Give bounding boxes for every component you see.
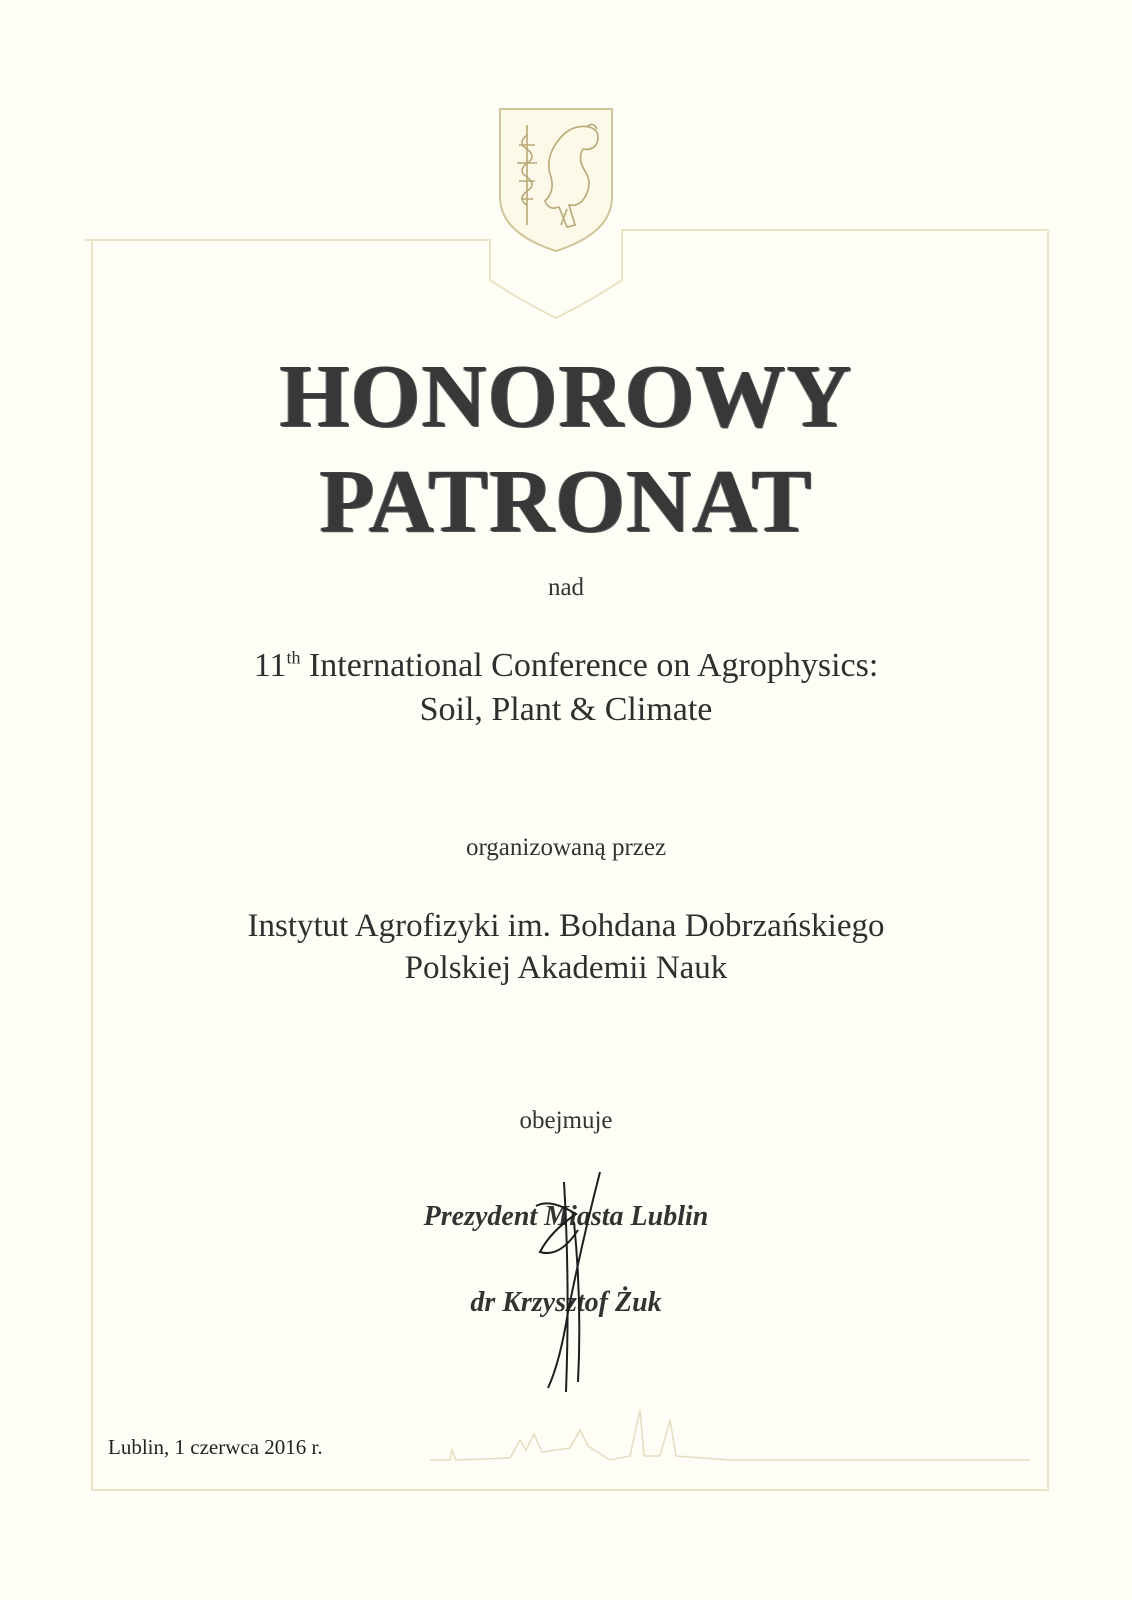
conference-ordinal-suffix: th xyxy=(286,647,301,668)
signatory-title: Prezydent Miasta Lublin xyxy=(423,1201,709,1232)
institute-line-1: Instytut Agrofizyki im. Bohdana Dobrzańskiego xyxy=(247,908,885,944)
conference-title-rest: International Conference on Agrophysics: xyxy=(300,647,879,684)
nad-text: nad xyxy=(547,574,585,601)
title-line-1: HONOROWY xyxy=(279,347,853,446)
conference-ordinal-number: 11 xyxy=(253,647,287,684)
date-place-line: Lublin, 1 czerwca 2016 r. xyxy=(108,1435,323,1459)
lublin-coat-of-arms-icon xyxy=(497,105,615,255)
title-line-2: PATRONAT xyxy=(319,452,813,551)
institute-line-2: Polskiej Akademii Nauk xyxy=(404,950,728,986)
city-skyline-watermark xyxy=(430,1390,1030,1480)
organized-by-text: organizowaną przez xyxy=(465,834,667,861)
takes-patronage-text: obejmuje xyxy=(519,1107,613,1134)
conference-name-line-1 xyxy=(0,644,1132,688)
signatory-name: dr Krzysztof Żuk xyxy=(470,1287,662,1318)
handwritten-signature xyxy=(520,1162,630,1402)
conference-name-line-2: Soil, Plant & Climate xyxy=(419,691,713,728)
